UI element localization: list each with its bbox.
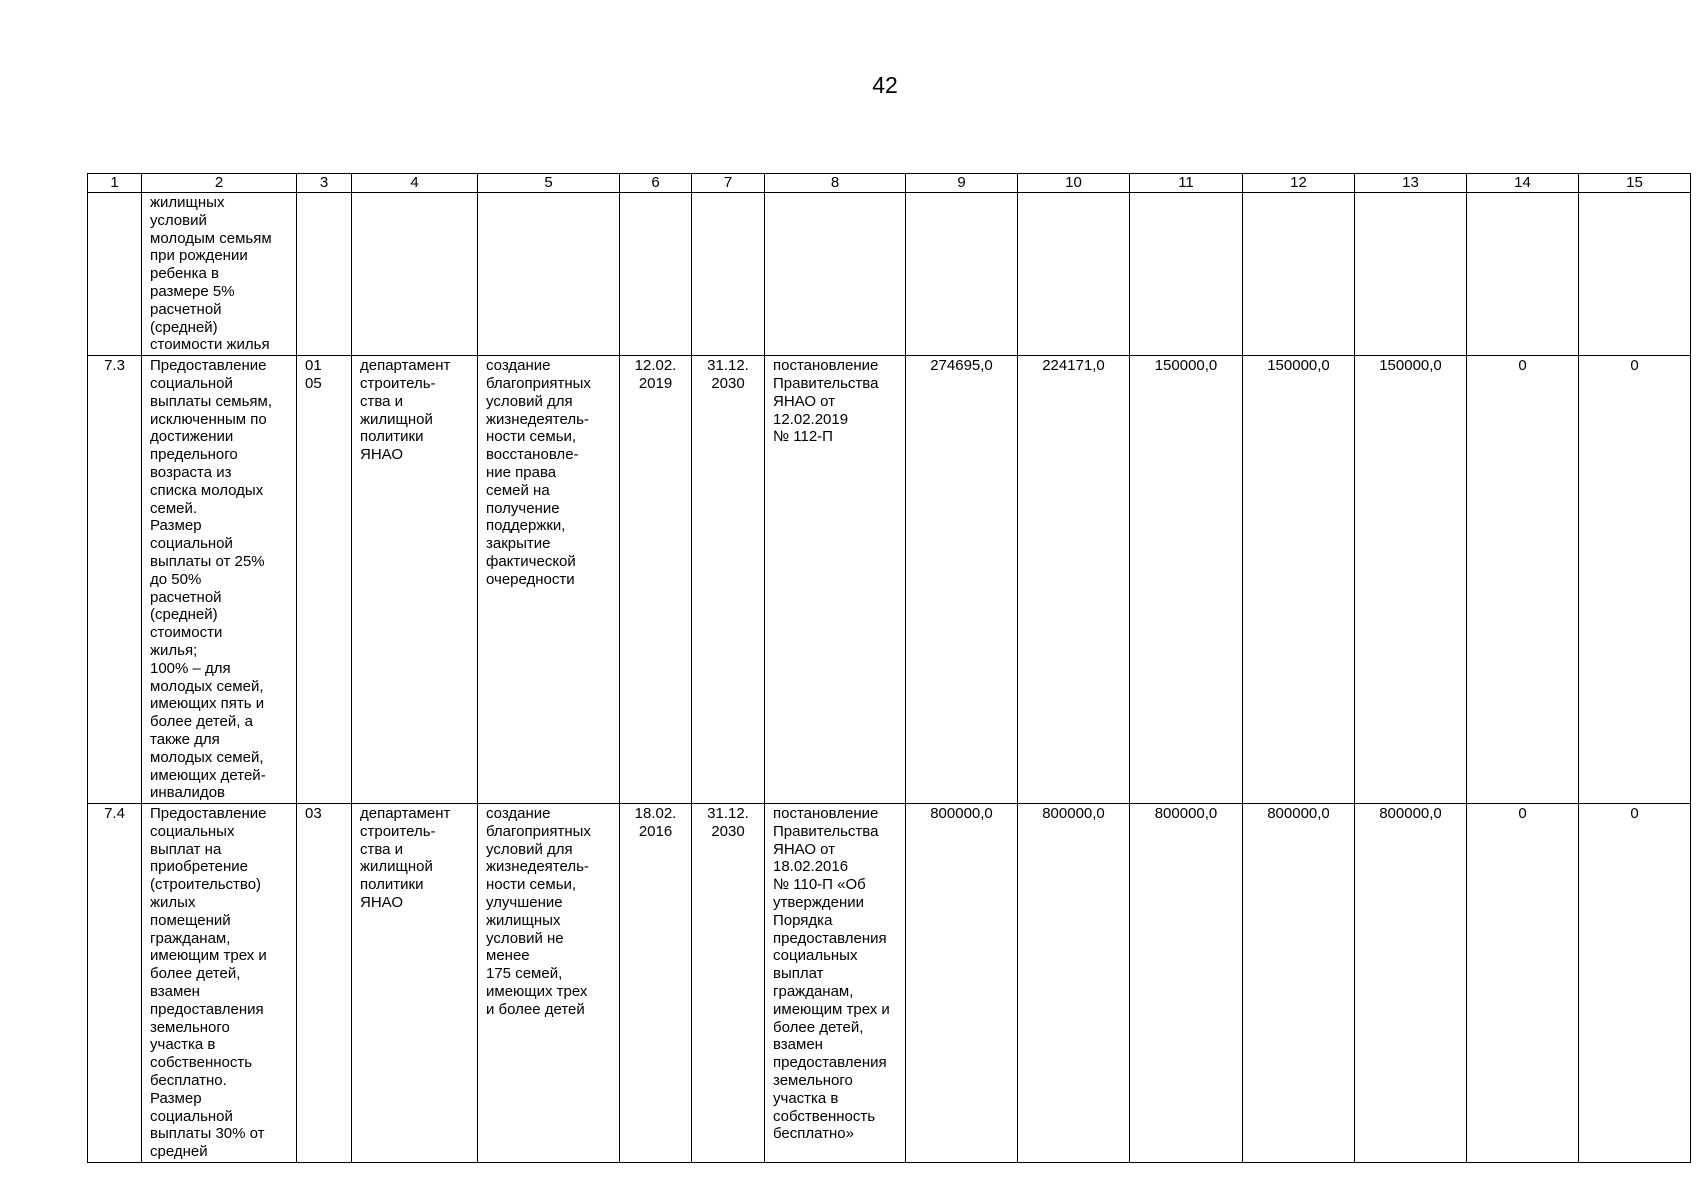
legal-act-cell — [765, 193, 906, 356]
amount-cell — [1467, 193, 1579, 356]
amount-cell — [1130, 193, 1243, 356]
column-number-header: 1 — [88, 174, 142, 193]
amount-cell: 150000,0 — [1130, 356, 1243, 804]
page-number: 42 — [872, 72, 898, 98]
amount-cell — [1243, 193, 1355, 356]
item-number-cell: 7.3 — [88, 356, 142, 804]
item-number-cell — [88, 193, 142, 356]
amount-cell: 800000,0 — [1243, 804, 1355, 1163]
table-row — [88, 804, 1691, 1163]
amount-cell — [906, 193, 1018, 356]
column-number-header: 14 — [1467, 174, 1579, 193]
expected-result-cell — [478, 193, 620, 356]
expected-result-cell: создание благоприятных условий для жизнедеятель- ности семьи, восстановле- ние права семей на получение поддержки, закрытие фактической очередности — [478, 356, 620, 804]
amount-cell: 150000,0 — [1243, 356, 1355, 804]
expected-result-cell: создание благоприятных условий для жизнедеятель- ности семьи, улучшение жилищных условий не менее 175 семей, имеющих трех и более детей — [478, 804, 620, 1163]
amount-cell — [1579, 193, 1691, 356]
amount-cell: 0 — [1467, 356, 1579, 804]
amount-cell: 800000,0 — [906, 804, 1018, 1163]
end-date-cell — [692, 193, 765, 356]
amount-cell: 150000,0 — [1355, 356, 1467, 804]
amount-cell: 800000,0 — [1355, 804, 1467, 1163]
program-activities-table — [87, 173, 1691, 1163]
column-number-header: 4 — [352, 174, 478, 193]
amount-cell — [1355, 193, 1467, 356]
amount-cell: 800000,0 — [1130, 804, 1243, 1163]
column-number-header: 15 — [1579, 174, 1691, 193]
amount-cell — [1018, 193, 1130, 356]
executor-cell: департамент строитель- ства и жилищной политики ЯНАО — [352, 804, 478, 1163]
end-date-cell: 31.12. 2030 — [692, 356, 765, 804]
executor-cell — [352, 193, 478, 356]
column-number-header-row — [88, 174, 1691, 193]
start-date-cell — [620, 193, 692, 356]
column-number-header: 12 — [1243, 174, 1355, 193]
code-cell — [297, 193, 352, 356]
amount-cell: 0 — [1467, 804, 1579, 1163]
column-number-header: 7 — [692, 174, 765, 193]
column-number-header: 8 — [765, 174, 906, 193]
amount-cell: 0 — [1579, 804, 1691, 1163]
executor-cell: департамент строитель- ства и жилищной политики ЯНАО — [352, 356, 478, 804]
end-date-cell: 31.12. 2030 — [692, 804, 765, 1163]
start-date-cell: 18.02. 2016 — [620, 804, 692, 1163]
column-number-header: 3 — [297, 174, 352, 193]
table-row — [88, 356, 1691, 804]
code-cell: 01 05 — [297, 356, 352, 804]
activity-name-cell: жилищных условий молодым семьям при рождении ребенка в размере 5% расчетной (средней) стоимости жилья — [142, 193, 297, 356]
amount-cell: 800000,0 — [1018, 804, 1130, 1163]
legal-act-cell: постановление Правительства ЯНАО от 18.02.2016 № 110-П «Об утверждении Порядка предоставления социальных выплат гражданам, имеющим трех и более детей, взамен предоставления земельного участка в собственность бесплатно» — [765, 804, 906, 1163]
amount-cell: 0 — [1579, 356, 1691, 804]
code-cell: 03 — [297, 804, 352, 1163]
amount-cell: 274695,0 — [906, 356, 1018, 804]
activity-name-cell: Предоставление социальных выплат на приобретение (строительство) жилых помещений гражданам, имеющим трех и более детей, взамен предоставления земельного участка в собственность бесплатно. Размер социальной выплаты 30% от средней — [142, 804, 297, 1163]
amount-cell: 224171,0 — [1018, 356, 1130, 804]
column-number-header: 2 — [142, 174, 297, 193]
column-number-header: 5 — [478, 174, 620, 193]
column-number-header: 9 — [906, 174, 1018, 193]
item-number-cell: 7.4 — [88, 804, 142, 1163]
table-row — [88, 193, 1691, 356]
activity-name-cell: Предоставление социальной выплаты семьям, исключенным по достижении предельного возраста из списка молодых семей. Размер социальной выплаты от 25% до 50% расчетной (средней) стоимости жилья; 100% – для молодых семей, имеющих пять и более детей, а также для молодых семей, имеющих детей- инвалидов — [142, 356, 297, 804]
start-date-cell: 12.02. 2019 — [620, 356, 692, 804]
legal-act-cell: постановление Правительства ЯНАО от 12.02.2019 № 112-П — [765, 356, 906, 804]
column-number-header: 6 — [620, 174, 692, 193]
column-number-header: 13 — [1355, 174, 1467, 193]
column-number-header: 11 — [1130, 174, 1243, 193]
column-number-header: 10 — [1018, 174, 1130, 193]
